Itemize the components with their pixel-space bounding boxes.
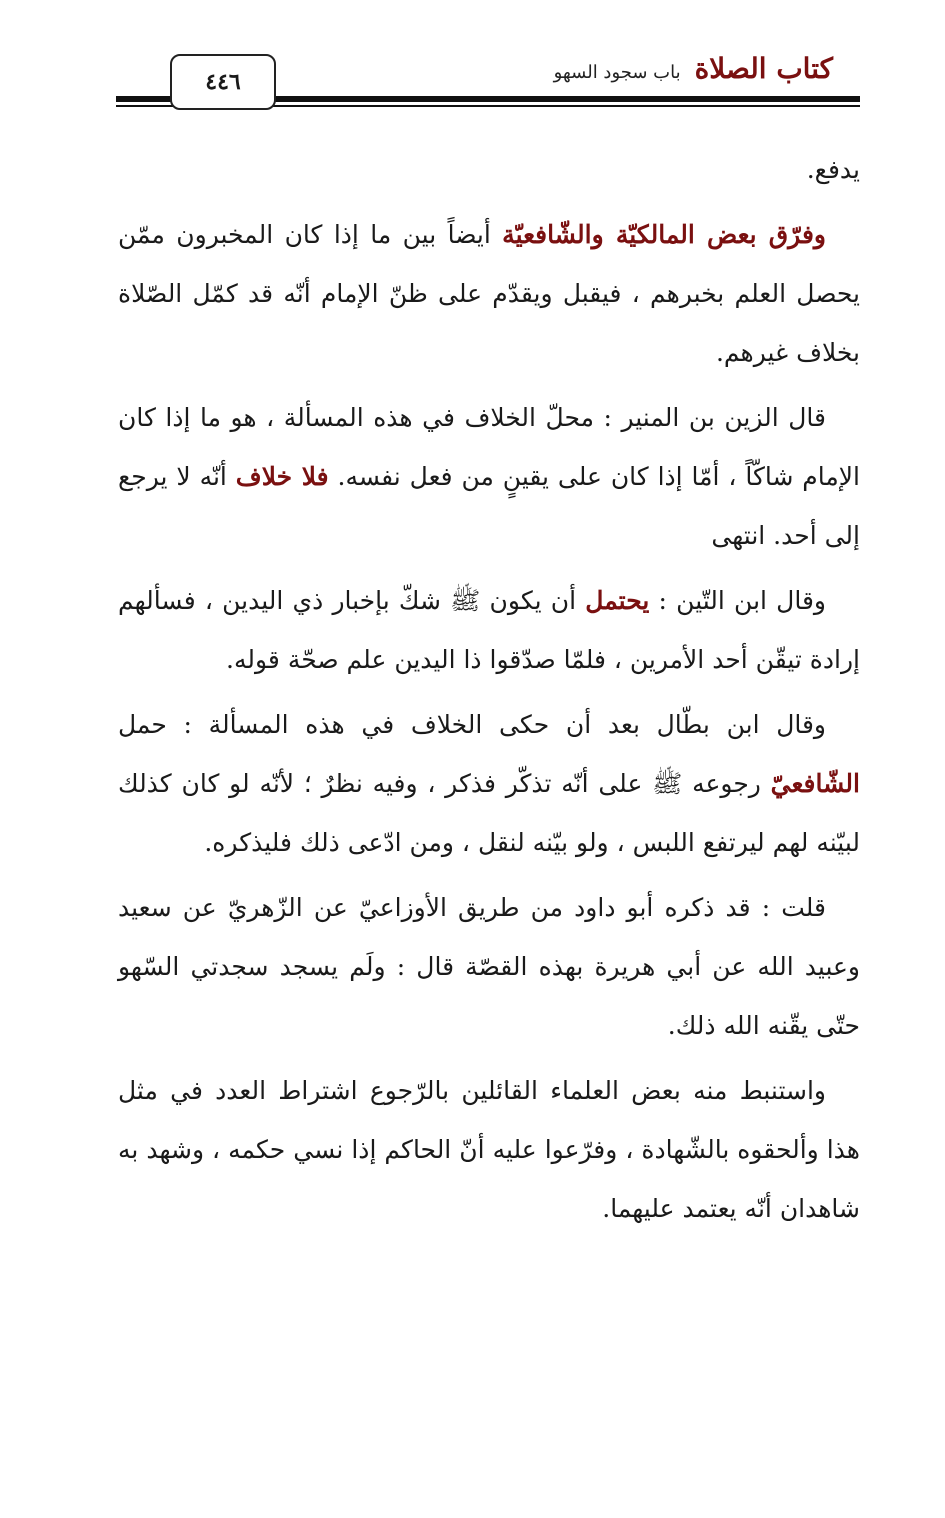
paragraph-2-post: أنّه لا يرجع إلى أحد. انتهى xyxy=(118,462,860,550)
chapter-title: باب سجود السهو xyxy=(553,62,681,83)
book-title: كتاب الصلاة xyxy=(694,52,833,85)
paragraph-2 xyxy=(118,388,860,565)
paragraph-6-text: واستنبط منه بعض العلماء القائلين بالرّجوع اشتراط العدد في مثل هذا وألحقوه بالشّهادة ، وفرّعوا عليه أنّ الحاكم إذا نسي حكمه ، وشهد به شاهدان أنّه يعتمد عليهما. xyxy=(118,1076,860,1223)
paragraph-3-post: أن يكون ﷺ شكّ بإخبار ذي اليدين ، فسألهم إرادة تيقّن أحد الأمرين ، فلمّا صدّقوا ذا اليدين علم صحّة قوله. xyxy=(118,586,860,674)
paragraph-2-highlight: فلا خلاف xyxy=(235,462,329,491)
page-header xyxy=(0,0,945,112)
paragraph-5-text: قلت : قد ذكره أبو داود من طريق الأوزاعيّ عن الزّهريّ عن سعيد وعبيد الله عن أبي هريرة بهذه القصّة قال : ولَم يسجد سجدتي السّهو حتّى يقّنه الله ذلك. xyxy=(118,893,860,1040)
paragraph-2-pre: قال الزين بن المنير : محلّ الخلاف في هذه المسألة ، هو ما إذا كان الإمام شاكّاً ، أمّا إذا كان على يقينٍ من فعل نفسه. xyxy=(118,403,861,491)
paragraph-1-highlight: وفرّق بعض المالكيّة والشّافعيّة xyxy=(502,220,826,249)
page-number-box xyxy=(170,54,276,110)
paragraph-4-post: رجوعه ﷺ على أنّه تذكّر فذكر ، وفيه نظرٌ ؛ لأنّه لو كان كذلك لبيّنه لهم ليرتفع اللبس ، ولو بيّنه لنقل ، ومن ادّعى ذلك فليذكره. xyxy=(118,769,860,857)
paragraph-4-highlight: الشّافعيّ xyxy=(770,769,860,798)
page-body xyxy=(118,140,860,1244)
paragraph-6 xyxy=(118,1061,860,1238)
paragraph-0-text: يدفع. xyxy=(806,155,860,184)
page-number: ٤٤٦ xyxy=(205,69,241,95)
paragraph-1-text: أيضاً بين ما إذا كان المخبرون ممّن يحصل العلم بخبرهم ، فيقبل ويقدّم على ظنّ الإمام أنّه قد كمّل الصّلاة بخلاف غيرهم. xyxy=(118,220,860,367)
paragraph-4 xyxy=(118,695,860,872)
paragraph-1 xyxy=(118,205,860,382)
paragraph-4-pre: وقال ابن بطّال بعد أن حكى الخلاف في هذه المسألة : حمل xyxy=(118,710,826,739)
paragraph-3-pre: وقال ابن التّين : xyxy=(649,586,826,615)
running-head xyxy=(554,52,833,85)
paragraph-0 xyxy=(118,140,860,199)
paragraph-5 xyxy=(118,878,860,1055)
paragraph-3-highlight: يحتمل xyxy=(585,586,650,615)
paragraph-3 xyxy=(118,571,860,689)
